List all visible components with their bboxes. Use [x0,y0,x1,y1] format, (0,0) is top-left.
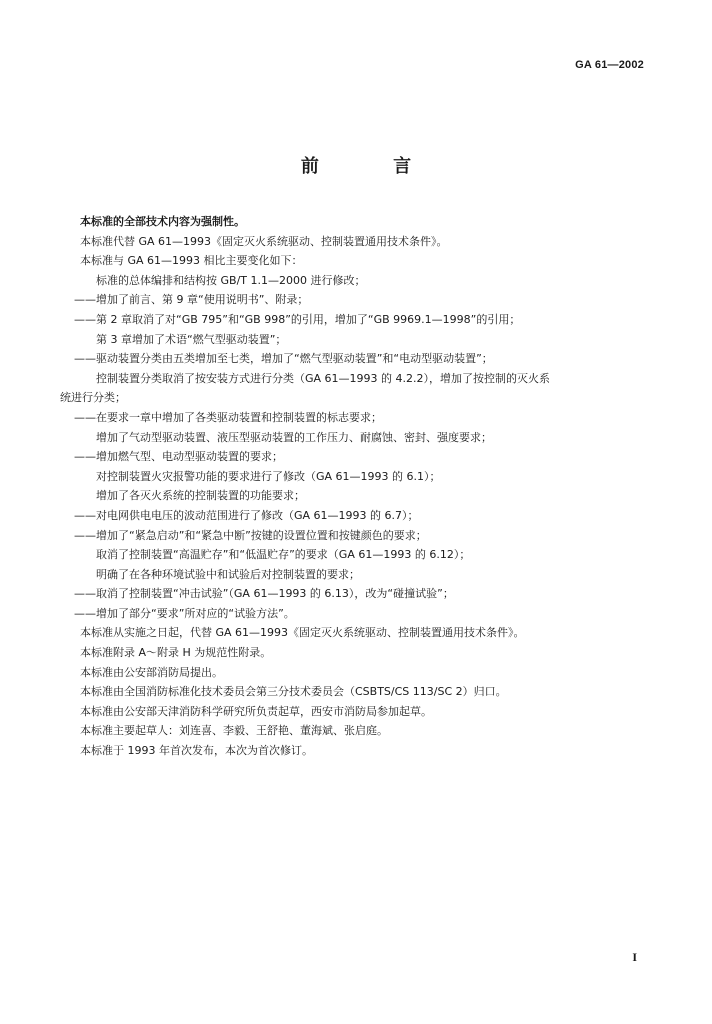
foreword-line: 本标准附录 A～附录 H 为规范性附录。 [80,646,272,660]
foreword-line: 增加了气动型驱动装置、液压型驱动装置的工作压力、耐腐蚀、密封、强度要求； [96,430,492,444]
foreword-line: ——增加了“紧急启动”和“紧急中断”按键的设置位置和按键颜色的要求； [74,528,427,542]
foreword-line: 本标准代替 GA 61—1993《固定灭火系统驱动、控制装置通用技术条件》。 [80,234,448,248]
foreword-line: ——增加了部分“要求”所对应的“试验方法”。 [74,606,295,620]
foreword-line: ——增加燃气型、电动型驱动装置的要求； [74,450,283,464]
foreword-line: ——驱动装置分类由五类增加至七类，增加了“燃气型驱动装置”和“电动型驱动装置”； [74,352,493,366]
foreword-line: 标准的总体编排和结构按 GB/T 1.1—2000 进行修改； [96,273,366,287]
foreword-line: 统进行分类； [60,391,126,405]
foreword-line: 本标准主要起草人：刘连喜、李毅、王舒艳、董海斌、张启庭。 [80,724,388,738]
foreword-line: 本标准由全国消防标准化技术委员会第三分技术委员会（CSBTS/CS 113/SC 2）归口。 [80,685,507,699]
foreword-line: ——对电网供电电压的波动范围进行了修改（GA 61—1993 的 6.7）； [74,508,419,522]
foreword-line: 本标准由公安部消防局提出。 [80,665,223,679]
foreword-line: 本标准由公安部天津消防科学研究所负责起草，西安市消防局参加起草。 [80,704,432,718]
foreword-line: 对控制装置火灾报警功能的要求进行了修改（GA 61—1993 的 6.1）； [96,469,441,483]
foreword-line: ——取消了控制装置“冲击试验”（GA 61—1993 的 6.13），改为“碰撞试验”； [74,587,454,601]
foreword-line: ——第 2 章取消了对“GB 795”和“GB 998”的引用，增加了“GB 9969.1—1998”的引用； [74,312,521,326]
foreword-line: ——在要求一章中增加了各类驱动装置和控制装置的标志要求； [74,410,382,424]
foreword-line: 增加了各灭火系统的控制装置的功能要求； [96,489,305,503]
page-title: 前 言 [300,156,446,177]
foreword-line: 本标准的全部技术内容为强制性。 [80,215,245,228]
foreword-line: 取消了控制装置“高温贮存”和“低温贮存”的要求（GA 61—1993 的 6.12）； [96,548,471,562]
standard-code: GA 61—2002 [575,59,644,71]
page-number: I [632,950,637,964]
foreword-line: 第 3 章增加了术语“燃气型驱动装置”； [96,332,287,346]
foreword-line: 本标准从实施之日起，代替 GA 61—1993《固定灭火系统驱动、控制装置通用技术条件》。 [80,626,525,640]
foreword-line: 明确了在各种环境试验中和试验后对控制装置的要求； [96,567,360,581]
foreword-line: 控制装置分类取消了按安装方式进行分类（GA 61—1993 的 4.2.2），增加了按控制的灭火系 [96,371,551,385]
foreword-line: 本标准于 1993 年首次发布，本次为首次修订。 [80,744,313,758]
foreword-line: ——增加了前言、第 9 章“使用说明书”、附录； [74,293,309,307]
foreword-line: 本标准与 GA 61—1993 相比主要变化如下： [80,254,303,268]
foreword-body [60,212,654,761]
